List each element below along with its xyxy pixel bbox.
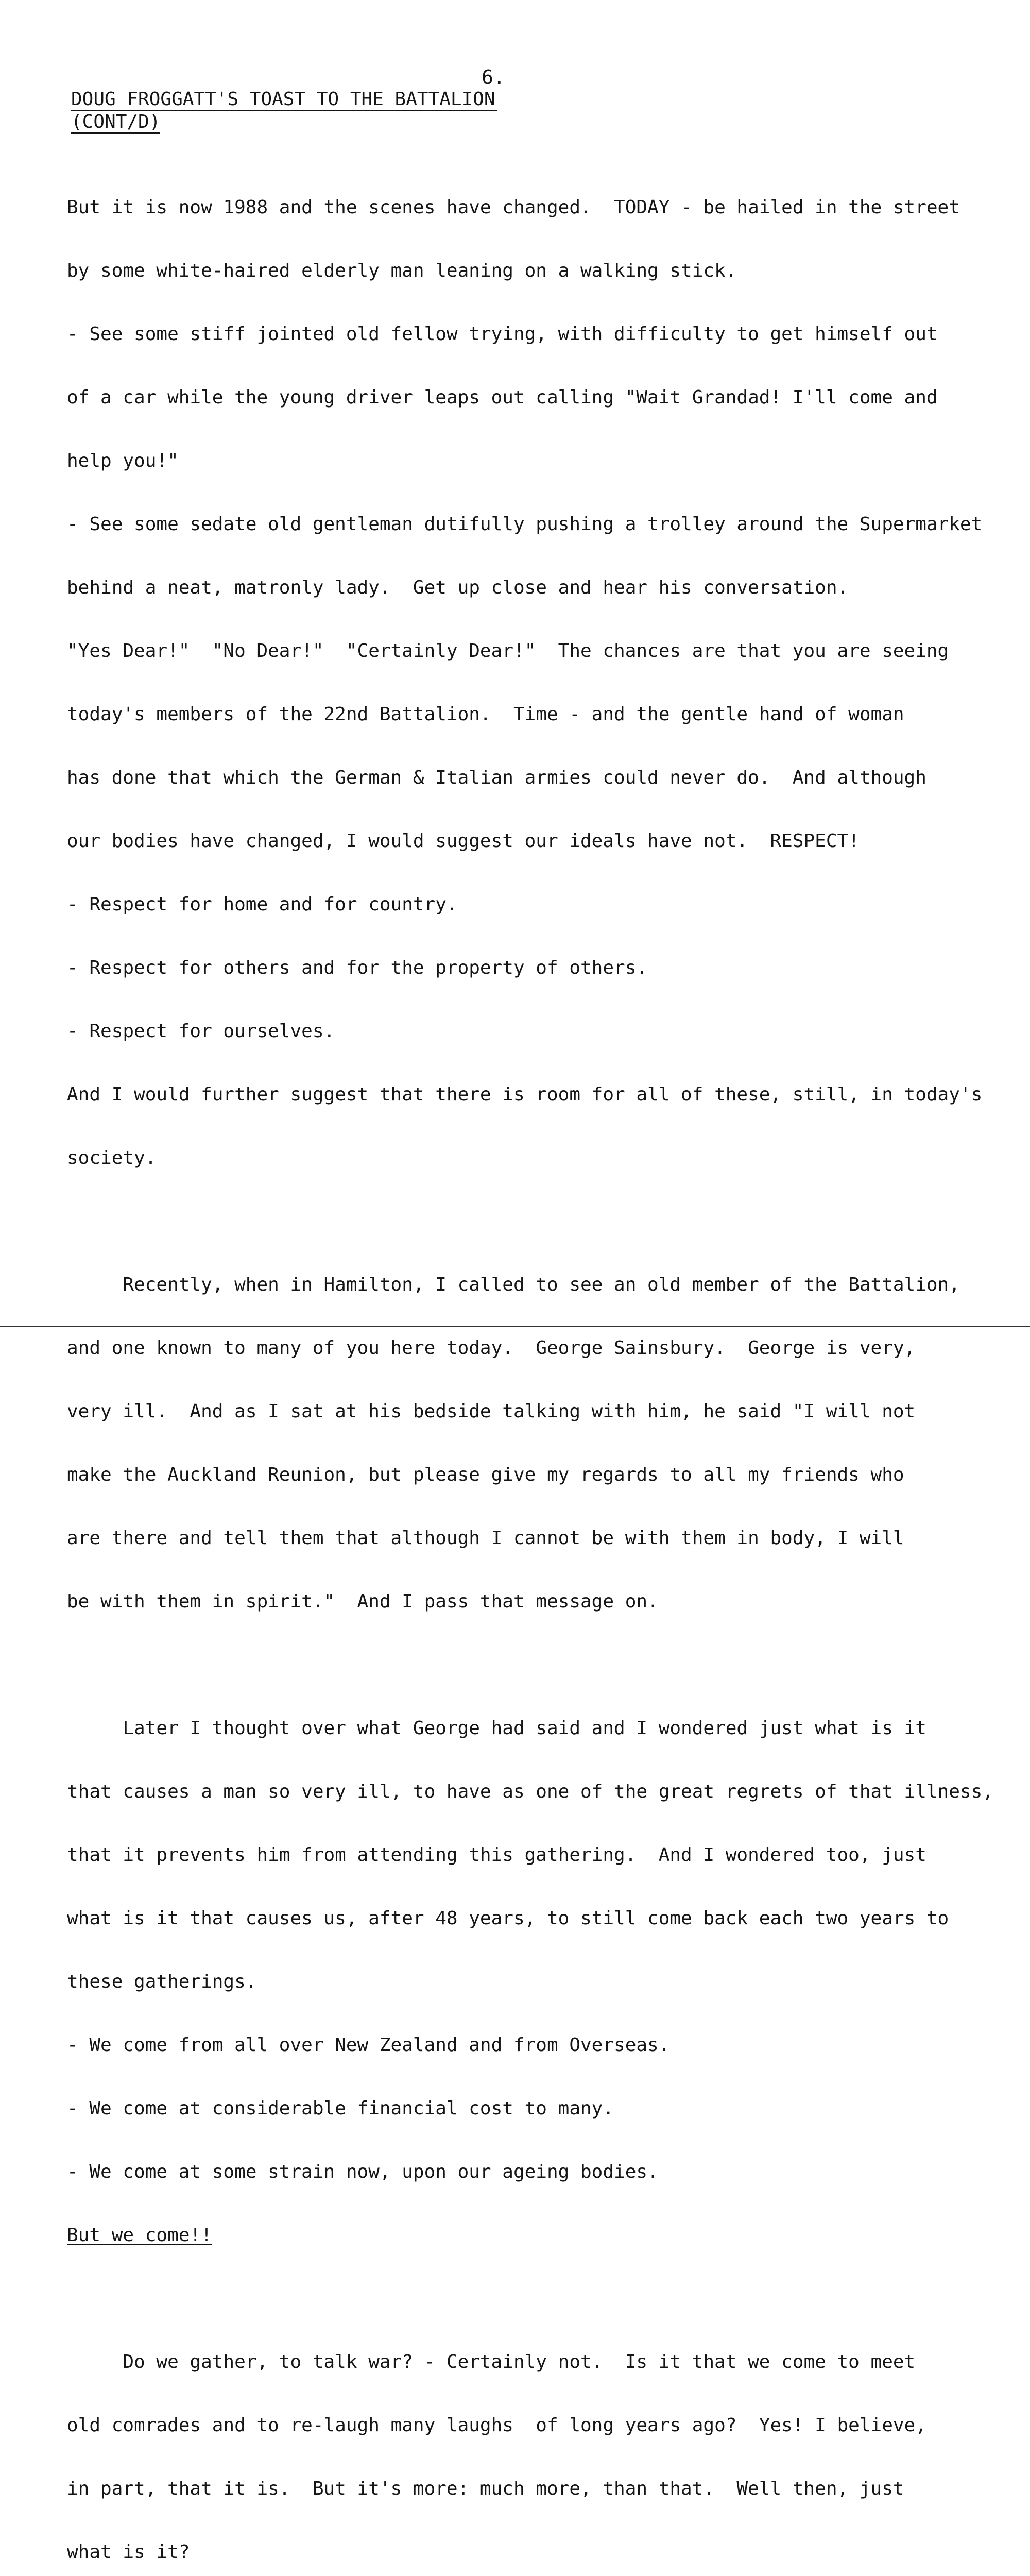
text-line: that it prevents him from attending this gathering. And I wondered too, just [67,1844,926,1866]
body-text [67,155,993,2576]
text-line: be with them in spirit." And I pass that message on. [67,1591,659,1612]
text-line: that causes a man so very ill, to have as one of the great regrets of that illness, [67,1781,993,1802]
text-line: - See some sedate old gentleman dutifully pushing a trolley around the Supermarket [67,514,983,535]
text-line: make the Auckland Reunion, but please give my regards to all my friends who [67,1464,904,1485]
text-line: - Respect for home and for country. [67,894,458,915]
text-line: what is it that causes us, after 48 years, to still come back each two years to [67,1908,949,1929]
text-line: Do we gather, to talk war? - Certainly not. Is it that we come to meet [67,2351,916,2372]
text-line: very ill. And as I sat at his bedside talking with him, he said "I will not [67,1401,916,1422]
paragraph [67,1232,960,1654]
text-line: has done that which the German & Italian armies could never do. And although [67,767,926,788]
text-line: are there and tell them that although I cannot be with them in body, I will [67,1528,904,1549]
text-line: - We come at some strain now, upon our ageing bodies. [67,2161,659,2182]
text-line: - See some stiff jointed old fellow trying, with difficulty to get himself out [67,324,938,345]
text-line: by some white-haired elderly man leaning on a walking stick. [67,260,737,281]
heading [71,89,497,134]
text-line: Recently, when in Hamilton, I called to see an old member of the Battalion, [67,1274,960,1295]
text-line: behind a neat, matronly lady. Get up close and hear his conversation. [67,577,849,598]
text-line: today's members of the 22nd Battalion. Time - and the gentle hand of woman [67,704,904,725]
text-line: "Yes Dear!" "No Dear!" "Certainly Dear!" The chances are that you are seeing [67,640,949,662]
text-line: society. [67,1147,157,1168]
paragraph [67,2309,953,2576]
page-bottom-rule [0,1326,1030,1327]
text-line: help you!" [67,450,179,471]
text-line: But it is now 1988 and the scenes have changed. TODAY - be hailed in the street [67,197,960,218]
page-number: 6. [482,66,505,89]
text-line: these gatherings. [67,1971,257,1992]
text-line: - Respect for others and for the property of others. [67,957,648,978]
text-line: old comrades and to re-laugh many laughs of long years ago? Yes! I believe, [67,2415,926,2436]
text-line: what is it? [67,2541,190,2563]
heading-subtitle: (CONT/D) [71,111,160,134]
text-line: our bodies have changed, I would suggest our ideals have not. RESPECT! [67,831,860,852]
text-line: and one known to many of you here today. George Sainsbury. George is very, [67,1337,916,1359]
text-line: And I would further suggest that there is room for all of these, still, in today's [67,1084,983,1105]
text-line: in part, that it is. But it's more: much more, than that. Well then, just [67,2478,904,2499]
text-line: of a car while the young driver leaps out calling "Wait Grandad! I'll come and [67,387,938,408]
paragraph [67,1675,993,2288]
text-line: - Respect for ourselves. [67,1021,335,1042]
text-line: - We come at considerable financial cost to many. [67,2098,614,2119]
heading-title: DOUG FROGGATT'S TOAST TO THE BATTALION [71,89,497,111]
text-line: - We come from all over New Zealand and from Overseas. [67,2035,670,2056]
text-line: Later I thought over what George had said and I wondered just what is it [67,1718,926,1739]
text-line-underlined: But we come!! [67,2225,212,2246]
paragraph [67,155,983,1211]
